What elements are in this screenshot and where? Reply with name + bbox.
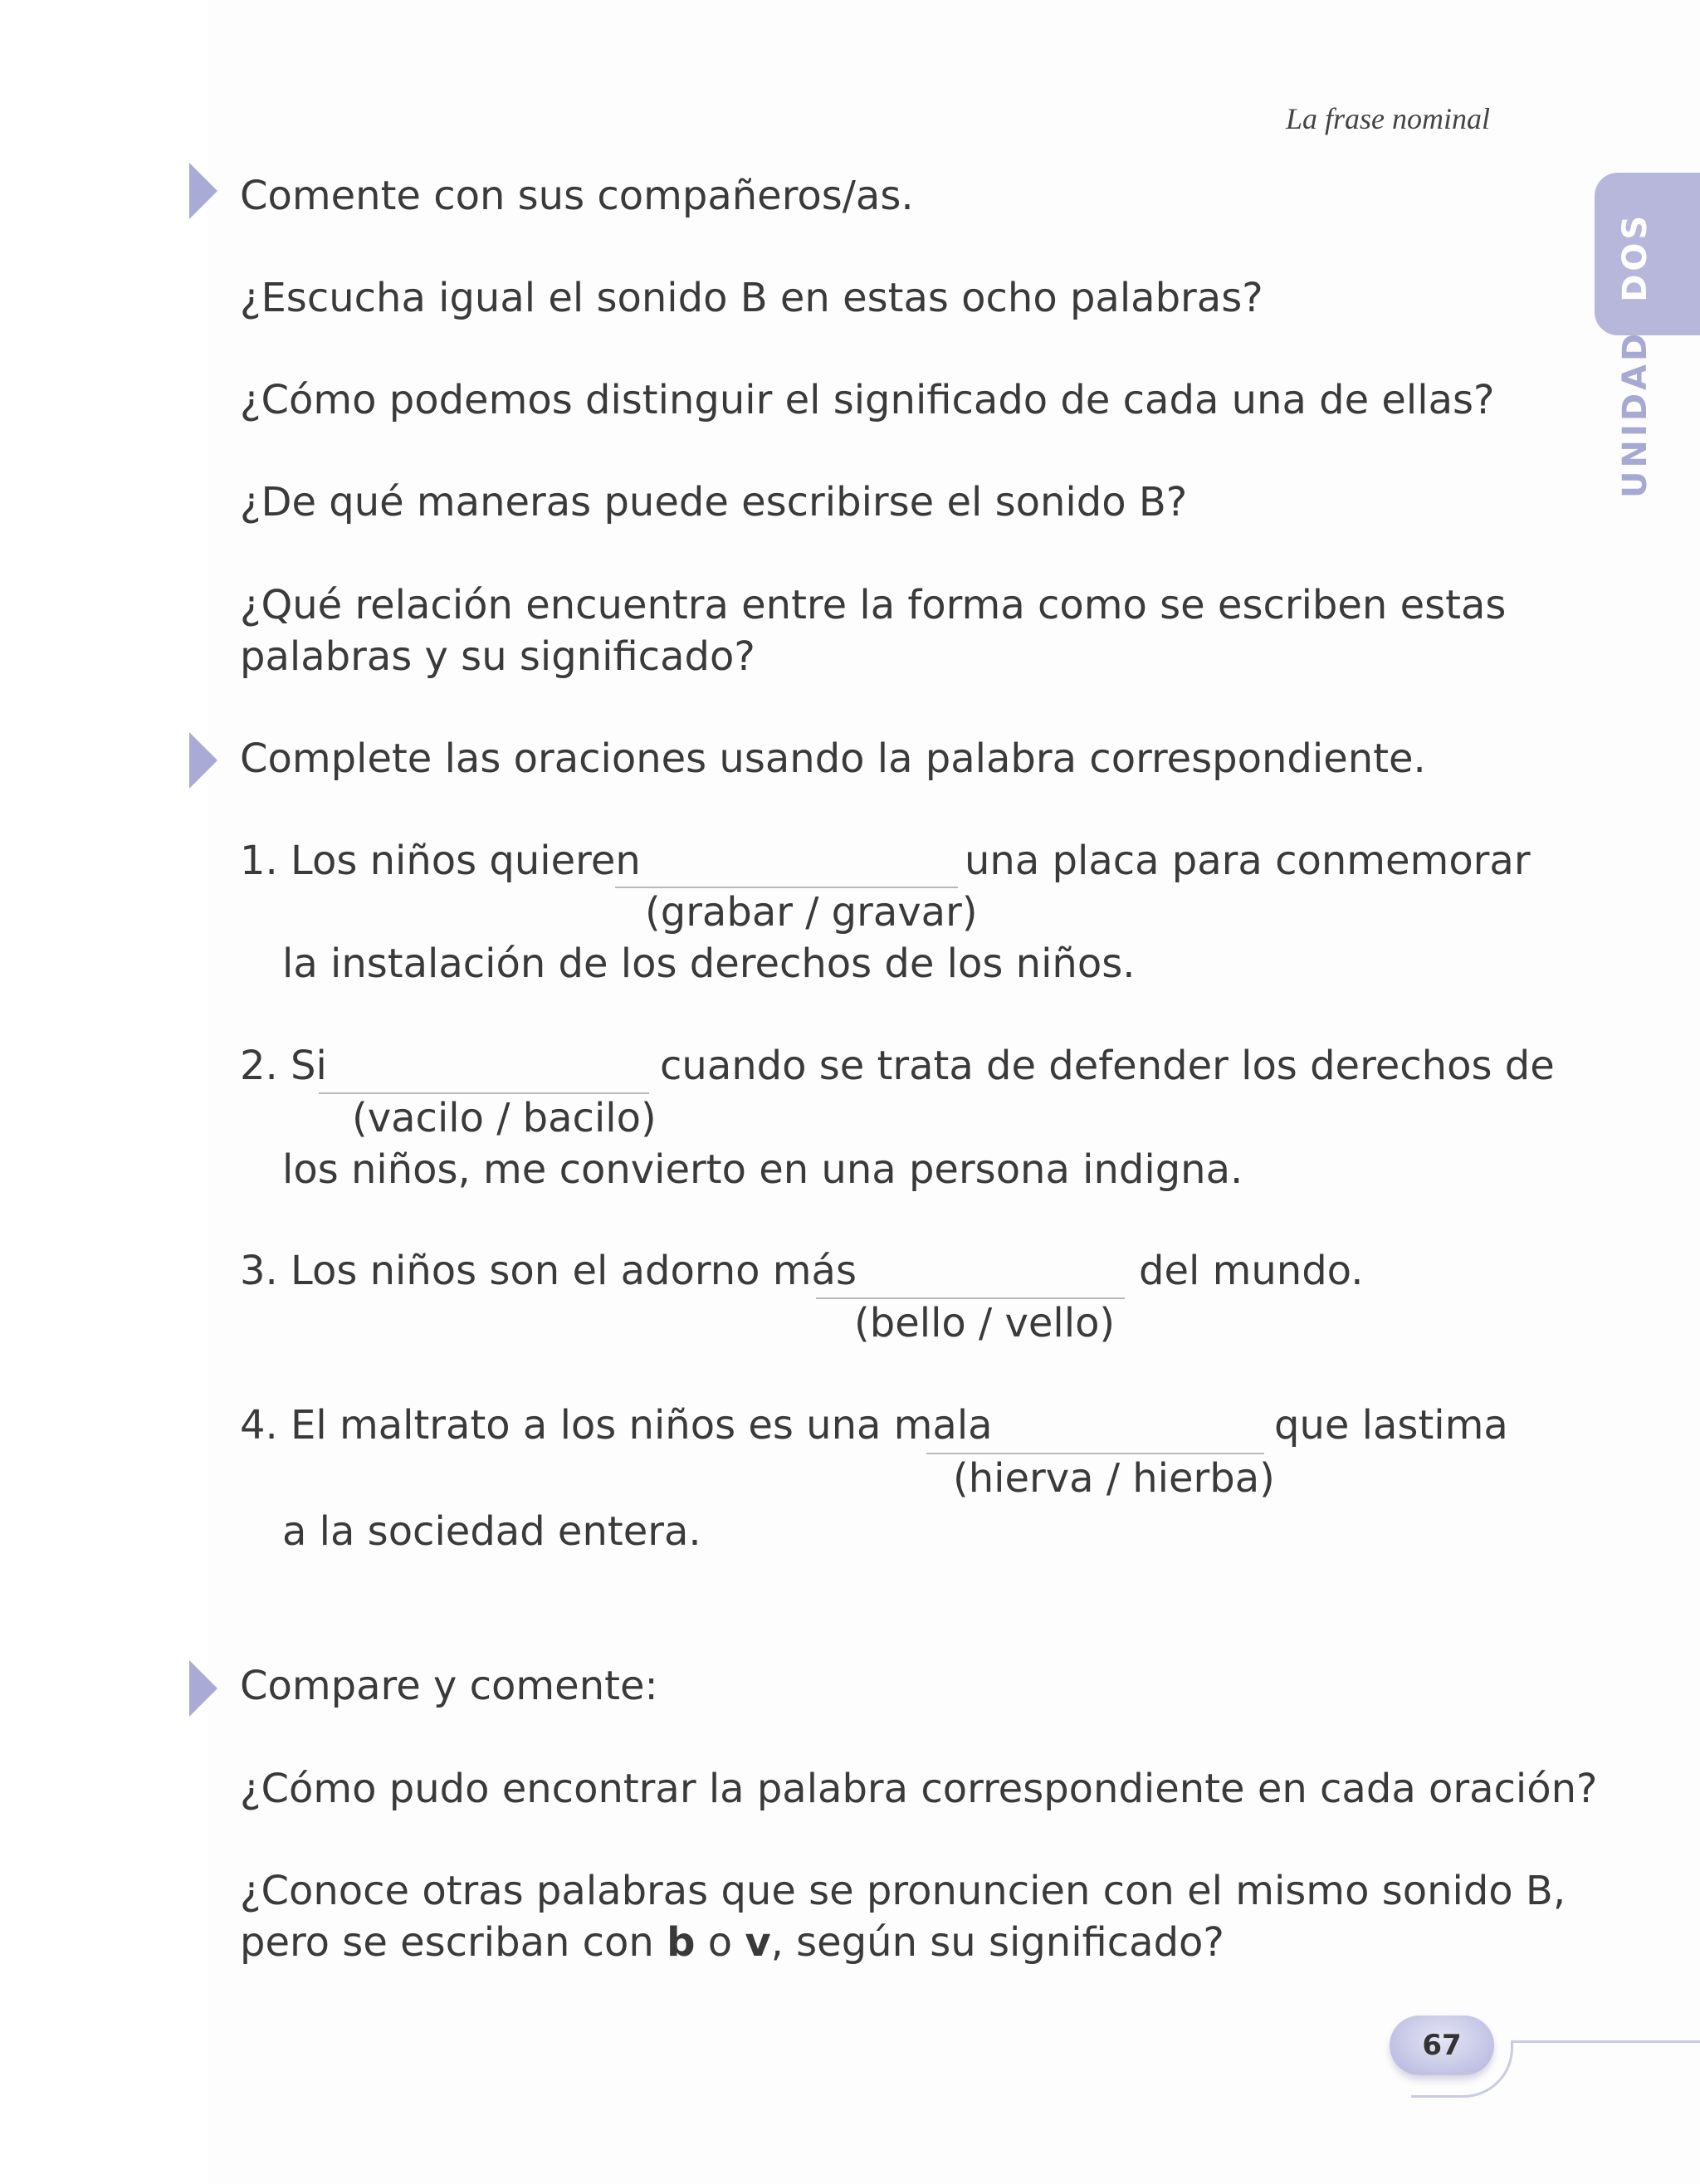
sentence-2-options: (vacilo / bacilo) (352, 1095, 657, 1141)
sentence-4-options: (hierva / hierba) (953, 1455, 1275, 1502)
triangle-marker-icon (189, 732, 217, 789)
unit-label-unidad: UNIDAD (1616, 330, 1654, 498)
sentence-4-start: 4. El maltrato a los niños es una mala (240, 1402, 993, 1449)
question-text: o (695, 1919, 745, 1966)
unit-label-dos: DOS (1616, 212, 1654, 302)
question: ¿De qué maneras puede escribirse el sonido B? (240, 479, 1188, 525)
question-text: pero se escriban con (240, 1919, 667, 1966)
sentence-2-continuation: los niños, me convierto en una persona indigna. (282, 1146, 1243, 1193)
sentence-1-end: una placa para conmemorar (965, 838, 1531, 884)
letter-b: b (667, 1919, 696, 1966)
sentence-1-options: (grabar / gravar) (645, 889, 978, 936)
sentence-1-continuation: la instalación de los derechos de los niños. (282, 941, 1136, 987)
question-continuation: palabras y su significado? (240, 633, 755, 680)
sentence-3-options: (bello / vello) (854, 1300, 1116, 1346)
running-header: La frase nominal (1285, 102, 1490, 135)
sentence-4-end: que lastima (1274, 1402, 1508, 1449)
sentence-4-continuation: a la sociedad entera. (282, 1508, 701, 1555)
question: ¿Escucha igual el sonido B en estas ocho palabras? (240, 275, 1263, 321)
triangle-marker-icon (189, 163, 217, 219)
question-text: , según su significado? (770, 1919, 1224, 1966)
sentence-3-start: 3. Los niños son el adorno más (240, 1248, 857, 1294)
question: ¿Conoce otras palabras que se pronuncien con el mismo sonido B, (240, 1868, 1566, 1914)
question-continuation (240, 1917, 1224, 1968)
sentence-2-start: 2. Si (240, 1043, 327, 1089)
question: ¿Cómo podemos distinguir el significado de cada una de ellas? (240, 377, 1495, 423)
sentence-1-start: 1. Los niños quieren (240, 838, 641, 884)
section3-instruction: Compare y comente: (240, 1663, 658, 1709)
section1-instruction: Comente con sus compañeros/as. (240, 173, 914, 219)
page-number: 67 (1422, 2029, 1462, 2062)
section2-instruction: Complete las oraciones usando la palabra correspondiente. (240, 735, 1426, 782)
sentence-3-end: del mundo. (1139, 1248, 1364, 1294)
page-corner-line (1512, 2040, 1700, 2043)
letter-v: v (745, 1919, 771, 1966)
sentence-2-end: cuando se trata de defender los derechos de (660, 1043, 1555, 1089)
triangle-marker-icon (189, 1660, 217, 1717)
question: ¿Cómo pudo encontrar la palabra correspondiente en cada oración? (240, 1766, 1598, 1812)
question: ¿Qué relación encuentra entre la forma como se escriben estas (240, 582, 1507, 628)
